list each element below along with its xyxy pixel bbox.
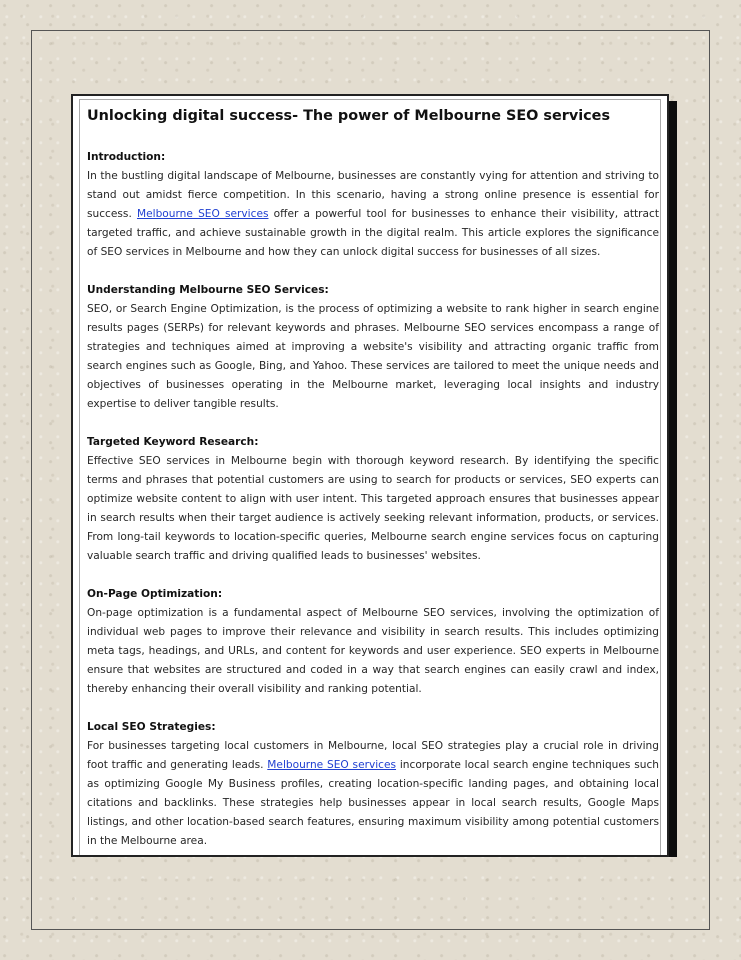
- section-heading: Targeted Keyword Research:: [87, 436, 259, 448]
- body-text: incorporate local search engine techniques such as optimizing Google My Business profiles, creating location-specific landing pages, and obtaining local citations and backlinks. These strategies help businesses appear in local search results, Google Maps listings, and other location-based search features, ensuring maximum visibility among potential customers in the Melbourne area.: [87, 759, 659, 847]
- section-heading: Introduction:: [87, 151, 166, 163]
- section-body: SEO, or Search Engine Optimization, is the process of optimizing a website to rank higher in search engine results pages (SERPs) for relevant keywords and phrases. Melbourne SEO services encompass a range of strategies and techniques aimed at improving a website's visibility and attracting organic traffic from search engines such as Google, Bing, and Yahoo. These services are tailored to meet the unique needs and objectives of businesses operating in the Melbourne market, leveraging local insights and industry expertise to deliver tangible results.: [87, 303, 659, 410]
- section-on-page-optimization: [87, 585, 659, 699]
- section-local-seo: [87, 718, 659, 851]
- body-text: offer a powerful tool for businesses to enhance their visibility, attract targeted traffic, and achieve sustainable growth in the digital realm. This article explores the significance of SEO services in Melbourne and how they can unlock digital success for businesses of all sizes.: [87, 208, 659, 258]
- melbourne-seo-services-link[interactable]: Melbourne SEO services: [136, 208, 269, 220]
- section-body: [87, 167, 659, 262]
- melbourne-seo-services-link[interactable]: Melbourne SEO services: [267, 759, 397, 771]
- body-text: In the bustling digital landscape of Melbourne, businesses are constantly vying for attention and striving to stand out amidst fierce competition. In this scenario, having a strong online presence is essential for success.: [87, 170, 659, 220]
- document-page: [71, 94, 669, 857]
- section-keyword-research: [87, 433, 659, 566]
- section-body: Effective SEO services in Melbourne begin with thorough keyword research. By identifying the specific terms and phrases that potential customers are using to search for products or services, SEO experts can optimize website content to align with user intent. This targeted approach ensures that businesses appear in search results when their target audience is actively seeking relevant information, products, or services. From long-tail keywords to location-specific queries, Melbourne search engine services focus on capturing valuable search traffic and driving qualified leads to businesses' websites.: [87, 455, 659, 562]
- document-title: Unlocking digital success- The power of Melbourne SEO services: [87, 108, 611, 124]
- section-heading: Understanding Melbourne SEO Services:: [87, 284, 329, 296]
- section-introduction: [87, 148, 659, 262]
- section-heading: Local SEO Strategies:: [87, 721, 216, 733]
- section-understanding-seo: [87, 281, 659, 414]
- section-body: On-page optimization is a fundamental aspect of Melbourne SEO services, involving the optimization of individual web pages to improve their relevance and visibility in search results. This includes optimizing meta tags, headings, and URLs, and content for keywords and user experience. SEO experts in Melbourne ensure that websites are structured and coded in a way that search engines can easily crawl and index, thereby enhancing their overall visibility and ranking potential.: [87, 607, 659, 695]
- document-content: [87, 104, 659, 857]
- section-body: [87, 737, 659, 851]
- body-text: For businesses targeting local customers in Melbourne, local SEO strategies play a crucial role in driving foot traffic and generating leads.: [87, 740, 659, 771]
- section-heading: On-Page Optimization:: [87, 588, 223, 600]
